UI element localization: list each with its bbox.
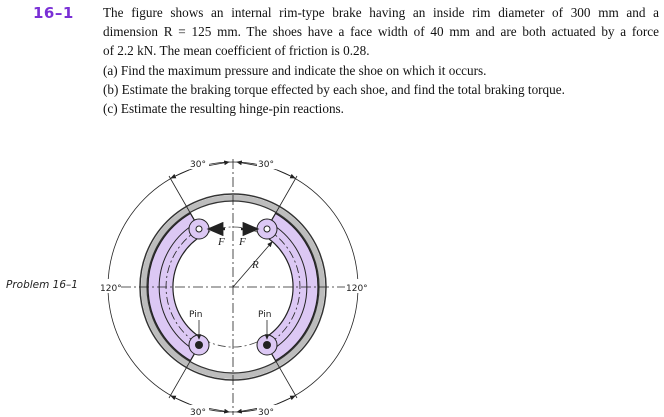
angle-label: 120° [346,284,368,294]
angle-label: 30° [258,160,274,170]
force-label: F [239,236,246,248]
part-b: (b) Estimate the braking torque effected by each shoe, and find the total braking torque. [103,81,565,97]
angle-label: 30° [258,408,274,417]
actuation-pivot-left [189,219,209,239]
force-label: F [218,236,225,248]
pin-label: Pin [258,310,272,320]
angle-label: 30° [190,160,206,170]
statement-line: The figure shows an internal rim-type brake having an inside rim diameter of 300 mm and a [103,5,659,20]
problem-number: 16–1 [33,4,74,22]
pin-label: Pin [189,310,203,320]
actuation-pivot-right [257,219,277,239]
part-a: (a) Find the maximum pressure and indicate the shoe on which it occurs. [103,62,487,78]
angle-label: 30° [190,408,206,417]
radius-label: R [252,259,259,271]
part-c: (c) Estimate the resulting hinge-pin reactions. [103,101,344,117]
statement-line: dimension R = 125 mm. The shoes have a face width of 40 mm and are both actuated by a force [103,24,659,40]
angle-label: 120° [100,284,122,294]
statement-line: of 2.2 kN. The mean coefficient of friction is 0.28. [103,43,370,59]
figure-caption: Problem 16–1 [6,279,78,291]
